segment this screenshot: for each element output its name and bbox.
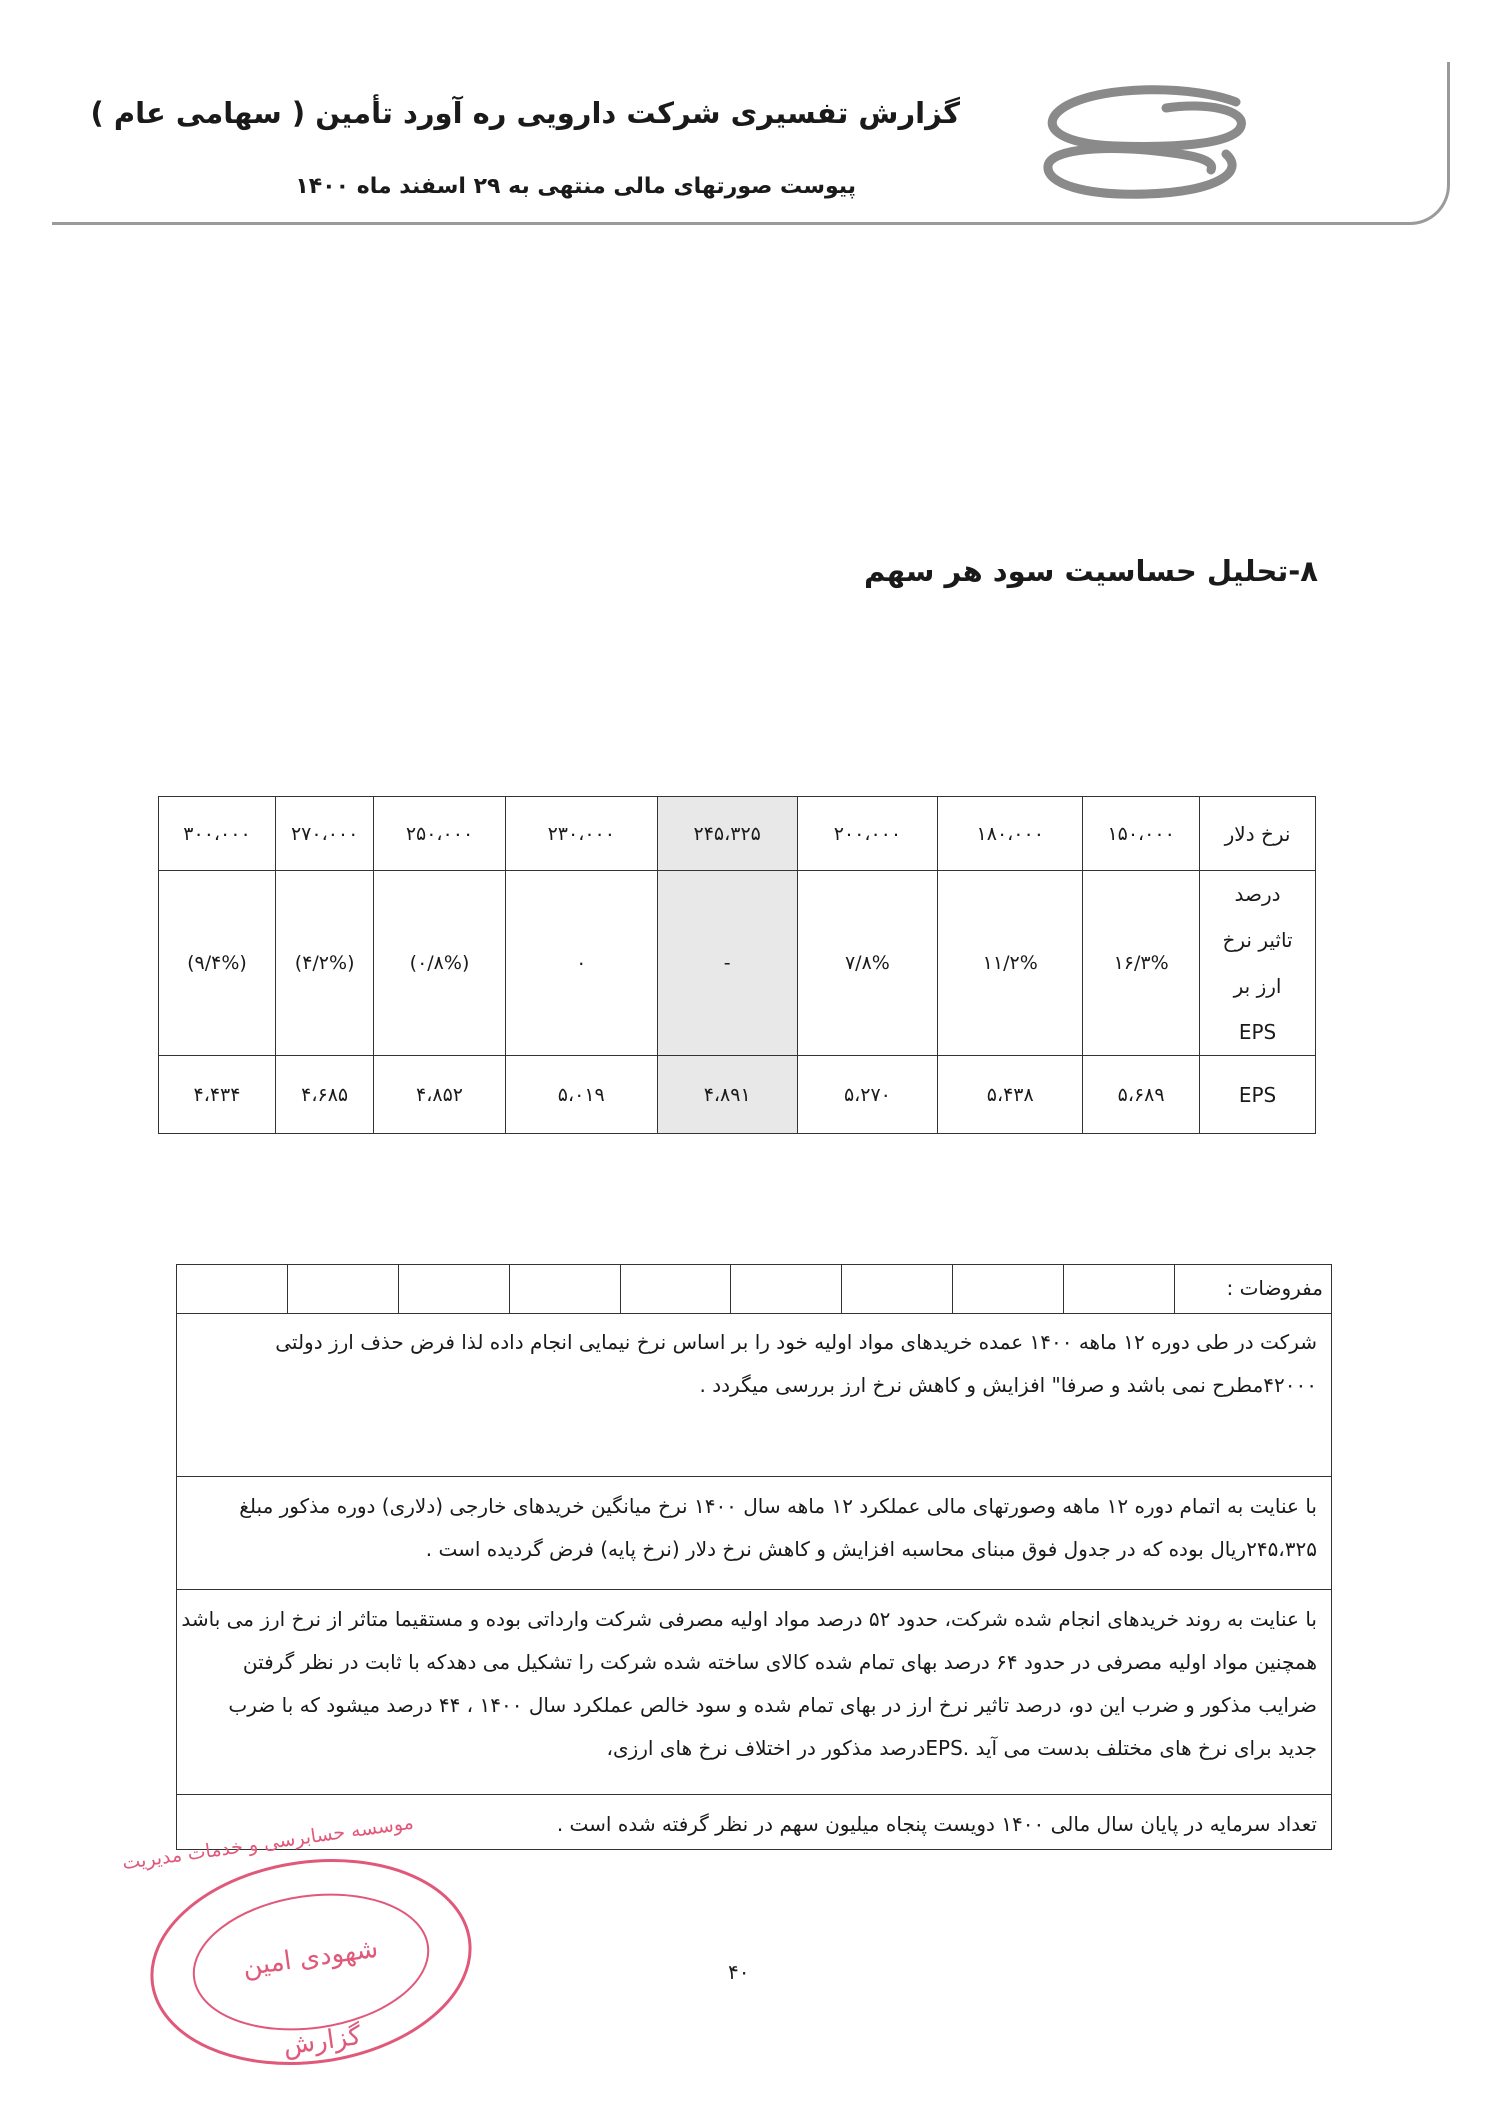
rate-cell: ۲۵۰،۰۰۰ [374,797,505,871]
header-cell [399,1265,510,1313]
stamp-bottom-text: گزارش [281,2020,363,2062]
stamp-ring-text: موسسه حسابرسی و خدمات مدیریت [120,1811,415,1875]
eps-cell: ۵،۴۳۸ [938,1056,1083,1134]
impact-cell: (۰/۸%) [374,871,505,1056]
base-impact-cell: - [657,871,797,1056]
stamp-center-text: شهودی امین [240,1933,380,1983]
impact-label-line: تاثیر نرخ [1222,928,1293,952]
header-cell [953,1265,1064,1313]
eps-cell: ۵،۶۸۹ [1083,1056,1200,1134]
company-logo-icon [1036,84,1258,204]
rate-cell: ۳۰۰،۰۰۰ [159,797,276,871]
auditor-stamp-icon [120,1811,484,2080]
impact-cell: (۹/۴%) [159,871,276,1056]
base-eps-cell: ۴،۸۹۱ [657,1056,797,1134]
paragraph-line: جدید برای نرخ های مختلف بدست می آید .EPSدرصد مذکور در اختلاف نرخ های ارزی، [606,1736,1317,1760]
rate-cell: ۱۵۰،۰۰۰ [1083,797,1200,871]
eps-row [159,1056,1316,1134]
header-cell [1064,1265,1175,1313]
base-rate-cell: ۲۴۵،۳۲۵ [657,797,797,871]
header-cell [842,1265,953,1313]
section-title: ۸-تحلیل حساسیت سود هر سهم [864,554,1318,588]
page-number: ۴۰ [728,1960,750,1984]
impact-cell: ٠ [505,871,657,1056]
header-cell [288,1265,399,1313]
impact-label-line: ارز بر [1233,974,1282,998]
assumption-paragraph [177,1477,1331,1590]
rate-cell: ۲۷۰،۰۰۰ [275,797,373,871]
header-cell [510,1265,621,1313]
header-cell [731,1265,842,1313]
impact-cell: ۷/۸% [797,871,938,1056]
assumptions-box [176,1264,1332,1850]
paragraph-line: ضرایب مذکور و ضرب این دو، درصد تاثیر نرخ ارز در بهای تمام شده و سود خالص عملکرد سال ۱۴۰۰ ، ۴۴ درصد میشود که با ضرب [228,1693,1317,1717]
row-label-rate: نرخ دلار [1200,797,1316,871]
report-subtitle: پیوست صورتهای مالی منتهی به ۲۹ اسفند ماه ۱۴۰۰ [295,174,856,199]
assumptions-label: مفروضات : [1226,1276,1323,1300]
eps-cell: ۴،۴۳۴ [159,1056,276,1134]
impact-row [159,871,1316,1056]
assumption-paragraph [177,1313,1331,1477]
header-cell [621,1265,732,1313]
impact-cell: ۱۱/۲% [938,871,1083,1056]
impact-label-line: درصد [1234,882,1281,906]
paragraph-line: همچنین مواد اولیه مصرفی در حدود ۶۴ درصد بهای تمام شده کالای ساخته شده شرکت را تشکیل می دهدکه با ثابت در نظر گرفتن [242,1650,1317,1674]
paragraph-line: با عنایت به روند خریدهای انجام شده شرکت، حدود ۵۲ درصد مواد اولیه مصرفی شرکت وارداتی بوده و مستقیما متاثر از نرخ ارز می باشد [181,1607,1317,1631]
eps-sensitivity-table [158,796,1316,1134]
impact-label-line: EPS [1238,1020,1277,1044]
rate-cell: ۲۳۰،۰۰۰ [505,797,657,871]
report-title: گزارش تفسیری شرکت دارویی ره آورد تأمین ( سهامی عام ) [90,96,960,130]
rate-row [159,797,1316,871]
header-cell [177,1265,288,1313]
paragraph-line: شرکت در طی دوره ۱۲ ماهه ۱۴۰۰ عمده خریدهای مواد اولیه خود را بر اساس نرخ نیمایی انجام داده لذا فرض حذف ارز دولتی [275,1330,1317,1354]
eps-cell: ۵،۲۷۰ [797,1056,938,1134]
row-label-impact [1200,871,1316,1056]
paragraph-line: ۲۴۵،۳۲۵ریال بوده که در جدول فوق مبنای محاسبه افزایش و کاهش نرخ دلار (نرخ پایه) فرض گردیده است . [425,1537,1317,1561]
rate-cell: ۲۰۰،۰۰۰ [797,797,938,871]
paragraph-line: تعداد سرمایه در پایان سال مالی ۱۴۰۰ دویست پنجاه میلیون سهم در نظر گرفته شده است . [556,1812,1317,1836]
eps-cell: ۴،۶۸۵ [275,1056,373,1134]
assumptions-header-row [177,1265,1331,1314]
paragraph-line: ۴۲۰۰۰مطرح نمی باشد و صرفا" افزایش و کاهش نرخ ارز بررسی میگردد . [699,1373,1317,1397]
rate-cell: ۱۸۰،۰۰۰ [938,797,1083,871]
eps-cell: ۵،۰۱۹ [505,1056,657,1134]
eps-cell: ۴،۸۵۲ [374,1056,505,1134]
impact-cell: ۱۶/۳% [1083,871,1200,1056]
paragraph-line: با عنایت به اتمام دوره ۱۲ ماهه وصورتهای مالی عملکرد ۱۲ ماهه سال ۱۴۰۰ نرخ میانگین خریدهای خارجی (دلاری) دوره مذکور مبلغ [239,1494,1317,1518]
impact-cell: (۴/۲%) [275,871,373,1056]
row-label-eps: EPS [1200,1056,1316,1134]
assumption-paragraph [177,1590,1331,1795]
